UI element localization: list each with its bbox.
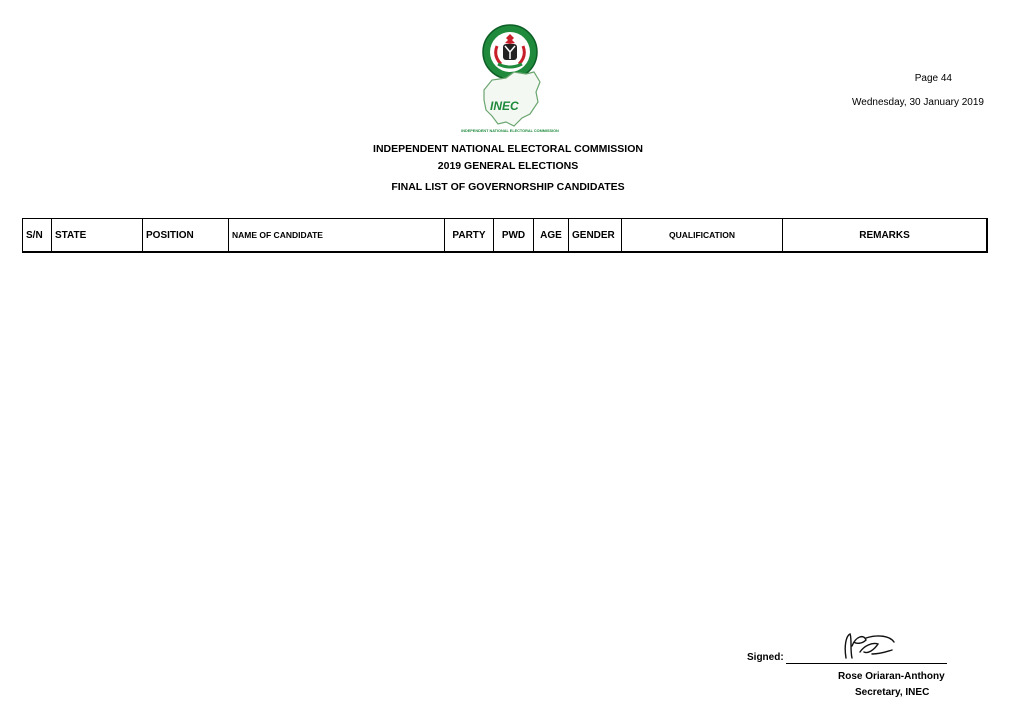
col-remarks: REMARKS [783,219,988,253]
col-gender: GENDER [569,219,622,253]
signatory-name: Rose Oriaran-Anthony [838,671,945,682]
col-pwd: PWD [494,219,534,253]
commission-title: INDEPENDENT NATIONAL ELECTORAL COMMISSION [373,143,643,155]
election-title: 2019 GENERAL ELECTIONS [437,160,579,172]
handwritten-signature [838,628,898,664]
list-title: FINAL LIST OF GOVERNORSHIP CANDIDATES [391,181,625,193]
candidates-table [22,218,988,253]
signatory-role: Secretary, INEC [855,687,930,698]
page-number: Page 44 [914,73,952,84]
signed-label: Signed: [747,652,784,663]
col-position: POSITION [143,219,229,253]
table-header-row [23,219,988,253]
col-party: PARTY [445,219,494,253]
inec-logo [461,22,559,140]
logo-wordmark: INEC [490,99,519,113]
logo-subtext: INDEPENDENT NATIONAL ELECTORAL COMMISSION [461,129,559,133]
col-qualification: QUALIFICATION [622,219,783,253]
col-name-of-candidate: NAME OF CANDIDATE [229,219,445,253]
col-sn: S/N [23,219,52,253]
col-state: STATE [52,219,143,253]
document-date: Wednesday, 30 January 2019 [852,97,984,108]
col-age: AGE [534,219,569,253]
